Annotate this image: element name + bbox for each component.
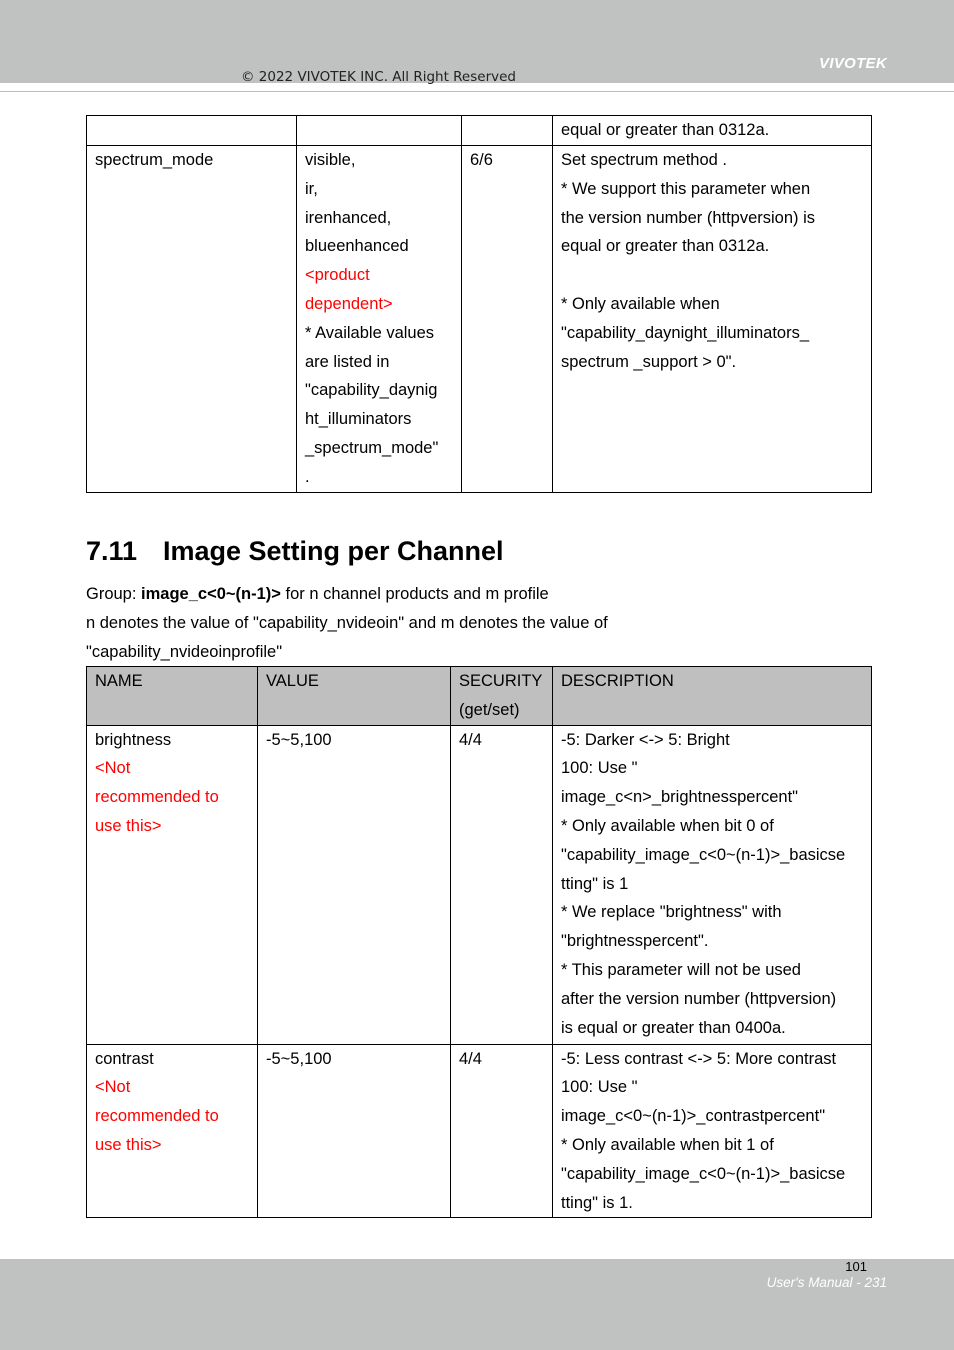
desc-spacer bbox=[561, 261, 863, 290]
value-line: visible, bbox=[305, 151, 356, 169]
column-header-security bbox=[451, 667, 553, 726]
value-note: * Available values bbox=[305, 323, 435, 342]
desc-line: Set spectrum method . bbox=[561, 151, 727, 169]
group-line bbox=[86, 580, 608, 609]
header-divider bbox=[0, 91, 954, 92]
desc-line: -5: Less contrast <-> 5: More contrast bbox=[561, 1049, 837, 1068]
desc-line: * We support this parameter when bbox=[561, 179, 811, 198]
desc-line: 100: Use " bbox=[561, 1078, 638, 1097]
desc-line: image_c<n>_brightnesspercent" bbox=[561, 788, 799, 807]
not-recommended-note: <Not bbox=[95, 759, 131, 778]
desc-line: spectrum _support > 0". bbox=[561, 352, 737, 371]
table-row bbox=[87, 725, 872, 1044]
param-name-text: brightness bbox=[95, 730, 172, 749]
table-header-row bbox=[87, 667, 872, 726]
column-header-value: VALUE bbox=[258, 667, 451, 726]
security-header-line: SECURITY bbox=[459, 672, 543, 690]
param-security: 4/4 bbox=[451, 1044, 553, 1218]
product-dependent-note: dependent> bbox=[305, 294, 393, 313]
table-cell-name bbox=[87, 116, 297, 146]
brand-logo: VIVOTEK bbox=[819, 55, 887, 72]
param-description bbox=[553, 1044, 872, 1218]
table-cell-value bbox=[297, 116, 462, 146]
desc-line: -5: Darker <-> 5: Bright bbox=[561, 730, 730, 749]
table-cell-description: equal or greater than 0312a. bbox=[553, 116, 872, 146]
section-number: 7.11 bbox=[86, 536, 138, 566]
value-note: "capability_daynig bbox=[305, 381, 438, 400]
intro-line: "capability_nvideoinprofile" bbox=[86, 643, 283, 661]
desc-line: is equal or greater than 0400a. bbox=[561, 1018, 786, 1037]
desc-line: "capability_daynight_illuminators_ bbox=[561, 323, 809, 342]
desc-line: "brightnesspercent". bbox=[561, 932, 709, 951]
value-line: irenhanced, bbox=[305, 208, 392, 227]
table-row bbox=[87, 1044, 872, 1218]
group-suffix: for n channel products and m profile bbox=[280, 585, 549, 603]
param-name-text: contrast bbox=[95, 1049, 154, 1068]
param-security: 4/4 bbox=[451, 725, 553, 1044]
desc-line: after the version number (httpversion) bbox=[561, 989, 837, 1008]
column-header-description: DESCRIPTION bbox=[553, 667, 872, 726]
not-recommended-note: <Not bbox=[95, 1078, 131, 1097]
param-value bbox=[297, 146, 462, 493]
page-number: 101 bbox=[845, 1259, 867, 1274]
product-dependent-note: <product bbox=[305, 266, 370, 285]
value-note: . bbox=[305, 467, 310, 486]
footer-band bbox=[0, 1259, 954, 1350]
value-note: ht_illuminators bbox=[305, 410, 412, 429]
desc-line: tting" is 1. bbox=[561, 1193, 633, 1212]
column-header-name: NAME bbox=[87, 667, 258, 726]
group-label: Group: bbox=[86, 585, 142, 603]
desc-line: * This parameter will not be used bbox=[561, 960, 801, 979]
parameter-table bbox=[86, 666, 872, 1218]
desc-line: image_c<0~(n-1)>_contrastpercent" bbox=[561, 1107, 826, 1126]
group-name: image_c<0~(n-1)> bbox=[141, 585, 281, 603]
param-value: -5~5,100 bbox=[258, 1044, 451, 1218]
desc-line: 100: Use " bbox=[561, 759, 638, 778]
section-title: Image Setting per Channel bbox=[163, 536, 504, 566]
param-value: -5~5,100 bbox=[258, 725, 451, 1044]
desc-line: * Only available when bbox=[561, 294, 720, 313]
value-line: blueenhanced bbox=[305, 237, 409, 256]
desc-line: * We replace "brightness" with bbox=[561, 903, 782, 922]
table-cell-security bbox=[462, 116, 553, 146]
security-header-line: (get/set) bbox=[459, 700, 520, 719]
desc-line: the version number (httpversion) is bbox=[561, 208, 816, 227]
param-name: spectrum_mode bbox=[87, 146, 297, 493]
intro-line: n denotes the value of "capability_nvideoin" and m denotes the value of bbox=[86, 614, 608, 632]
manual-page-label: User's Manual - 231 bbox=[766, 1275, 887, 1290]
not-recommended-note: use this> bbox=[95, 816, 162, 835]
not-recommended-note: recommended to bbox=[95, 1107, 219, 1126]
not-recommended-note: use this> bbox=[95, 1135, 162, 1154]
section-intro bbox=[86, 580, 608, 667]
desc-line: "capability_image_c<0~(n-1)>_basicse bbox=[561, 1164, 846, 1183]
value-note: _spectrum_mode" bbox=[305, 438, 439, 457]
table-row bbox=[87, 146, 872, 493]
param-security: 6/6 bbox=[462, 146, 553, 493]
section-heading bbox=[86, 532, 504, 570]
desc-line: tting" is 1 bbox=[561, 874, 629, 893]
desc-line: equal or greater than 0312a. bbox=[561, 237, 770, 256]
param-description bbox=[553, 146, 872, 493]
param-name bbox=[87, 725, 258, 1044]
parameter-table-continued bbox=[86, 115, 872, 493]
not-recommended-note: recommended to bbox=[95, 788, 219, 807]
param-name bbox=[87, 1044, 258, 1218]
value-line: ir, bbox=[305, 179, 318, 198]
desc-line: * Only available when bit 0 of bbox=[561, 816, 774, 835]
desc-line: * Only available when bit 1 of bbox=[561, 1135, 774, 1154]
desc-line: "capability_image_c<0~(n-1)>_basicse bbox=[561, 845, 846, 864]
copyright-text: © 2022 VIVOTEK INC. All Right Reserved bbox=[241, 69, 516, 85]
param-description bbox=[553, 725, 872, 1044]
table-row bbox=[87, 116, 872, 146]
value-note: are listed in bbox=[305, 352, 390, 371]
